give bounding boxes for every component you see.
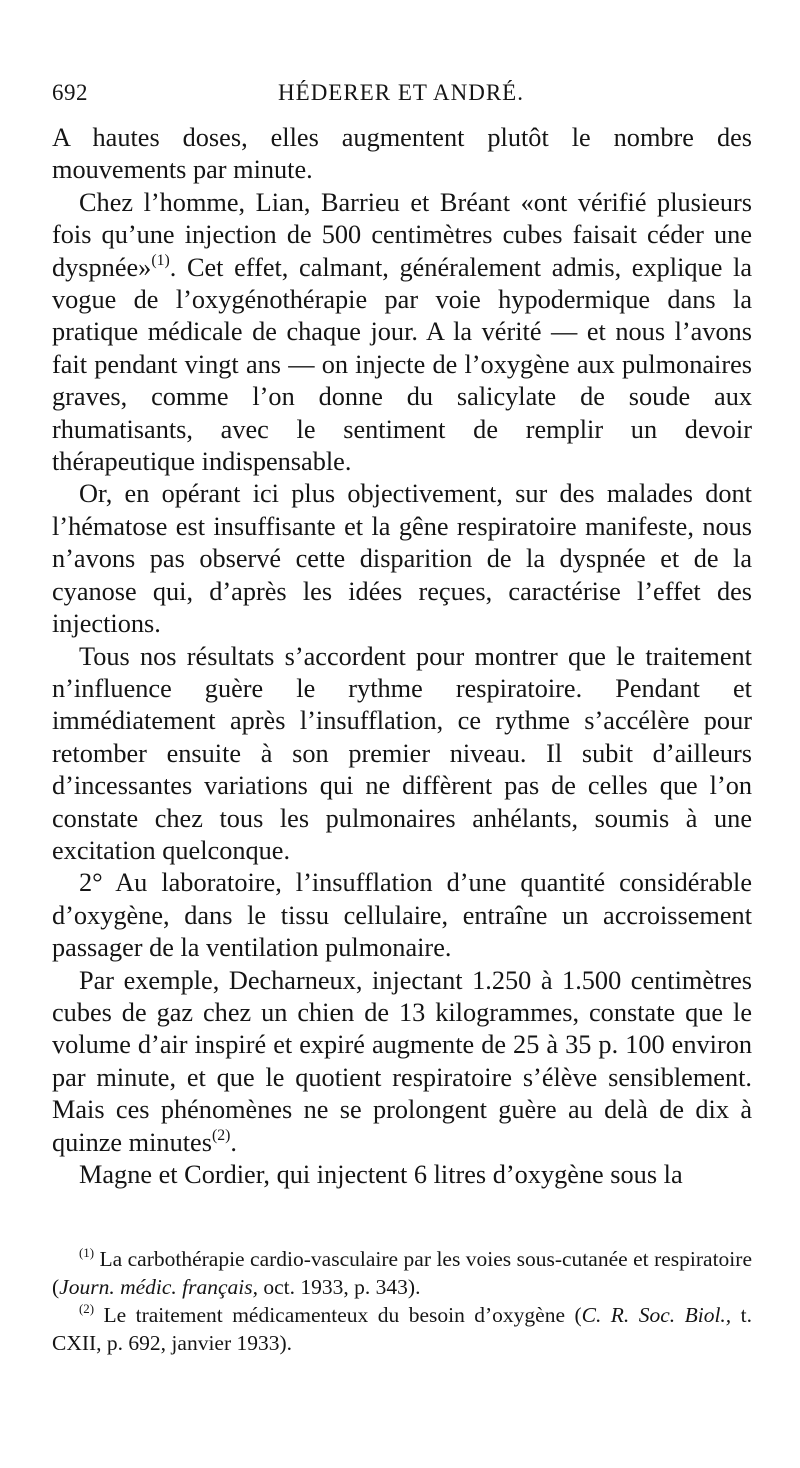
text-run: A hautes doses, elles augmentent plutôt le nombre des mouvements par minute. (52, 123, 752, 185)
footnote-ref: (1) (151, 251, 170, 269)
text-run: . (230, 1127, 237, 1157)
text-run: oct. 1933, p. 343). (258, 1275, 421, 1299)
running-title: HÉDERER ET ANDRÉ. (278, 80, 524, 105)
text-run: t. CXII, p. 692, janvier 1933). (52, 1303, 752, 1355)
footnote-ref: (1) (79, 1245, 95, 1260)
paragraph-p3 (52, 478, 752, 640)
citation-title: Journ. médic. français, (59, 1275, 259, 1299)
text-run: Le traitement médicamenteux du besoin d’oxygène ( (94, 1303, 582, 1327)
text-run: . Cet effet, calmant, généralement admis, explique la vogue de l’oxygénothérapie par voie hypodermique dans la pratique médicale de chaque jour. A la vérité — et nous l’avons fait pendant vingt ans — on injecte de l’oxygène aux pulmonaires graves, comme l’on donne du salicylate de soude aux rhumatisants, avec le sentiment de remplir un devoir thérapeutique indispensable. (52, 252, 752, 477)
footnote-fn2 (52, 1301, 752, 1357)
footnote-ref: (2) (79, 1301, 95, 1316)
paragraph-p6 (52, 965, 752, 1159)
paragraph-p5 (52, 867, 752, 964)
footnotes (52, 1245, 752, 1357)
text-run: Par exemple, Decharneux, injectant 1.250 à 1.500 centimètres cubes de gaz chez un chien de 13 kilogrammes, constate que le volume d’air inspiré et expiré augmente de 25 à 35 p. 100 environ par minute, et que le quotient respiratoire s’élève sensiblement. Mais ces phénomènes ne se prolongent guère au delà de dix à quinze minutes (52, 965, 752, 1157)
footnote-fn1 (52, 1245, 752, 1301)
text-run: Magne et Cordier, qui injectent 6 litres d’oxygène sous la (79, 1160, 683, 1189)
running-header (52, 80, 750, 114)
paragraph-p2 (52, 187, 752, 479)
paragraph-p4 (52, 641, 752, 868)
paragraph-p1 (52, 122, 752, 187)
text-run: La carbothérapie cardio-vasculaire par les voies sous-cutanée et respiratoire ( (52, 1247, 752, 1299)
text-run: Or, en opérant ici plus objectivement, sur des malades dont l’hématose est insuffisante et la gêne respiratoire manifeste, nous n’avons pas observé cette disparition de la dyspnée et de la cyanose qui, d’après les idées reçues, caractérise l’effet des injections. (52, 479, 752, 639)
text-run: Tous nos résultats s’accordent pour montrer que le traitement n’influence guère le rythme respiratoire. Pendant et immédiatement après l’insufflation, ce rythme s’accélère pour retomber ensuite à son premier niveau. Il subit d’ailleurs d’incessantes variations qui ne diffèrent pas de celles que l’on constate chez tous les pulmonaires anhélants, soumis à une excitation quelconque. (52, 641, 752, 865)
text-run: Chez l’homme, Lian, Barrieu et Bréant «ont vérifié plusieurs fois qu’une injection de 500 centimètres cubes faisait céder une dyspnée» (52, 187, 752, 282)
body-text (52, 122, 752, 1191)
footnote-ref: (2) (211, 1126, 231, 1144)
text-run: 2° Au laboratoire, l’insufflation d’une quantité considérable d’oxygène, dans le tissu cellulaire, entraîne un accroissement passager de la ventilation pulmonaire. (52, 868, 752, 963)
page-number: 692 (52, 80, 88, 105)
paragraph-p7 (52, 1159, 752, 1191)
citation-title: C. R. Soc. Biol., (581, 1303, 732, 1327)
